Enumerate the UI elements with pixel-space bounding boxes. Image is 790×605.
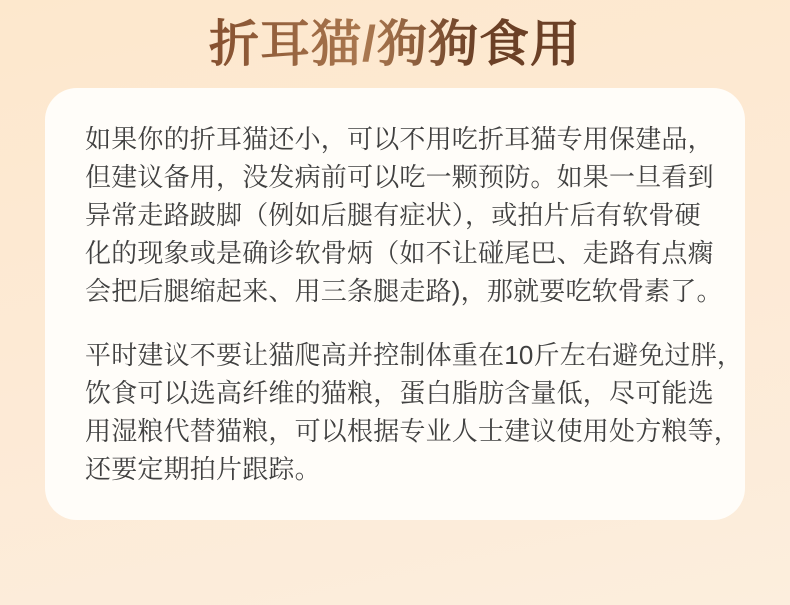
paragraph-cartilage-advice xyxy=(85,120,723,310)
paragraph-daily-care-advice xyxy=(85,336,744,488)
text-line: 饮食可以选高纤维的猫粮，蛋白脂肪含量低，尽可能选 xyxy=(85,378,714,408)
page-title: 折耳猫/狗狗食用 xyxy=(209,13,581,75)
header xyxy=(0,0,790,88)
text-line: 化的现象或是确诊软骨炳（如不让碰尾巴、走路有点瘸 xyxy=(85,238,714,268)
text-line: 如果你的折耳猫还小，可以不用吃折耳猫专用保建品， xyxy=(85,124,714,154)
text-line: 还要定期拍片跟踪。 xyxy=(85,454,321,484)
text-line: 但建议备用，没发病前可以吃一颗预防。如果一旦看到 xyxy=(85,162,714,192)
text-line: 用湿粮代替猫粮，可以根据专业人士建议使用处方粮等， xyxy=(85,416,741,446)
text-line: 异常走路跛脚（例如后腿有症状），或拍片后有软骨硬 xyxy=(85,200,701,230)
text-line: 平时建议不要让猫爬高并控制体重在10斤左右避免过胖， xyxy=(85,340,744,370)
text-line: 会把后腿缩起来、用三条腿走路)，那就要吃软骨素了。 xyxy=(85,276,723,306)
content-card xyxy=(45,88,745,520)
